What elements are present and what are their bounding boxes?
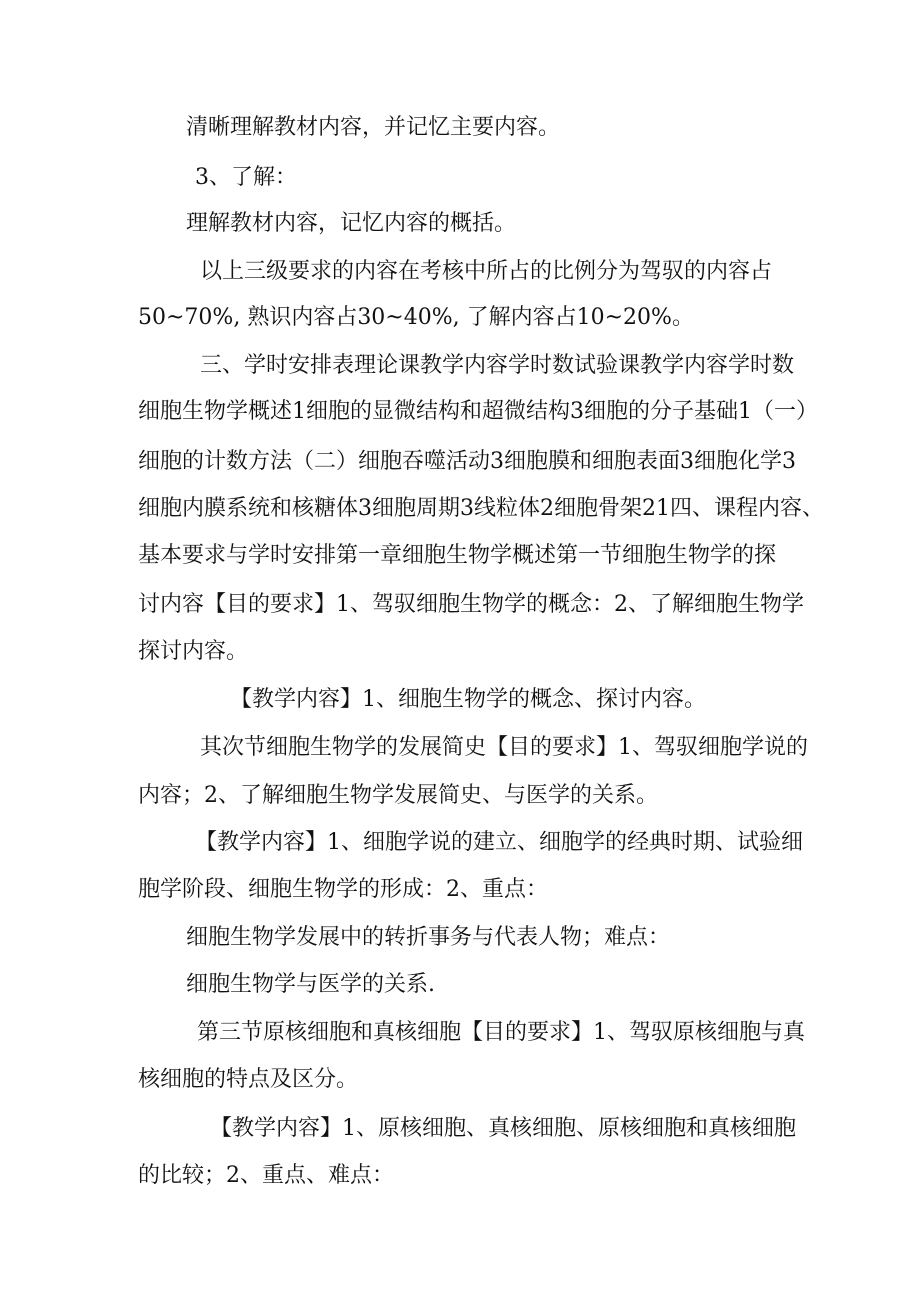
text-line: 细胞的计数方法（二）细胞吞噬活动3细胞膜和细胞表面3细胞化学3 <box>138 449 796 474</box>
text-line: 探讨内容。 <box>138 639 249 664</box>
text-line: 细胞生物学发展中的转折事务与代表人物；难点： <box>186 925 671 950</box>
text-line: 的比较；2、重点、难点： <box>138 1163 394 1188</box>
text-line: 其次节细胞生物学的发展简史【目的要求】1、驾驭细胞学说的 <box>200 735 808 760</box>
text-line: 理解教材内容，记忆内容的概括。 <box>186 211 517 236</box>
text-line: 【教学内容】1、原核细胞、真核细胞、原核细胞和真核细胞 <box>210 1116 796 1141</box>
text-line: 内容；2、了解细胞生物学发展简史、与医学的关系。 <box>138 783 658 808</box>
text-line: 三、学时安排表理论课教学内容学时数试验课教学内容学时数 <box>200 353 795 378</box>
text-line: 细胞生物学概述1细胞的显微结构和超微结构3细胞的分子基础1（一） <box>138 399 818 424</box>
text-line: 胞学阶段、细胞生物学的形成：2、重点： <box>138 877 548 902</box>
text-line: 清晰理解教材内容，并记忆主要内容。 <box>186 115 561 140</box>
text-line: 以上三级要求的内容在考核中所占的比例分为驾驭的内容占 <box>200 259 773 284</box>
text-line: 3、了解： <box>195 165 297 190</box>
text-line: 细胞生物学与医学的关系. <box>186 972 435 997</box>
text-line: 基本要求与学时安排第一章细胞生物学概述第一节细胞生物学的探 <box>138 543 777 568</box>
text-line: 50~70%, 熟识内容占30~40%, 了解内容占10~20%。 <box>138 305 694 330</box>
text-line: 细胞内膜系统和核糖体3细胞周期3线粒体2细胞骨架21四、课程内容、 <box>138 496 824 521</box>
text-line: 第三节原核细胞和真核细胞【目的要求】1、驾驭原核细胞与真 <box>197 1020 805 1045</box>
text-line: 核细胞的特点及区分。 <box>138 1067 359 1092</box>
text-line: 【教学内容】1、细胞学说的建立、细胞学的经典时期、试验细 <box>195 830 803 855</box>
text-line: 【教学内容】1、细胞生物学的概念、探讨内容。 <box>230 687 706 712</box>
text-line: 讨内容【目的要求】1、驾驭细胞生物学的概念：2、了解细胞生物学 <box>138 592 804 617</box>
